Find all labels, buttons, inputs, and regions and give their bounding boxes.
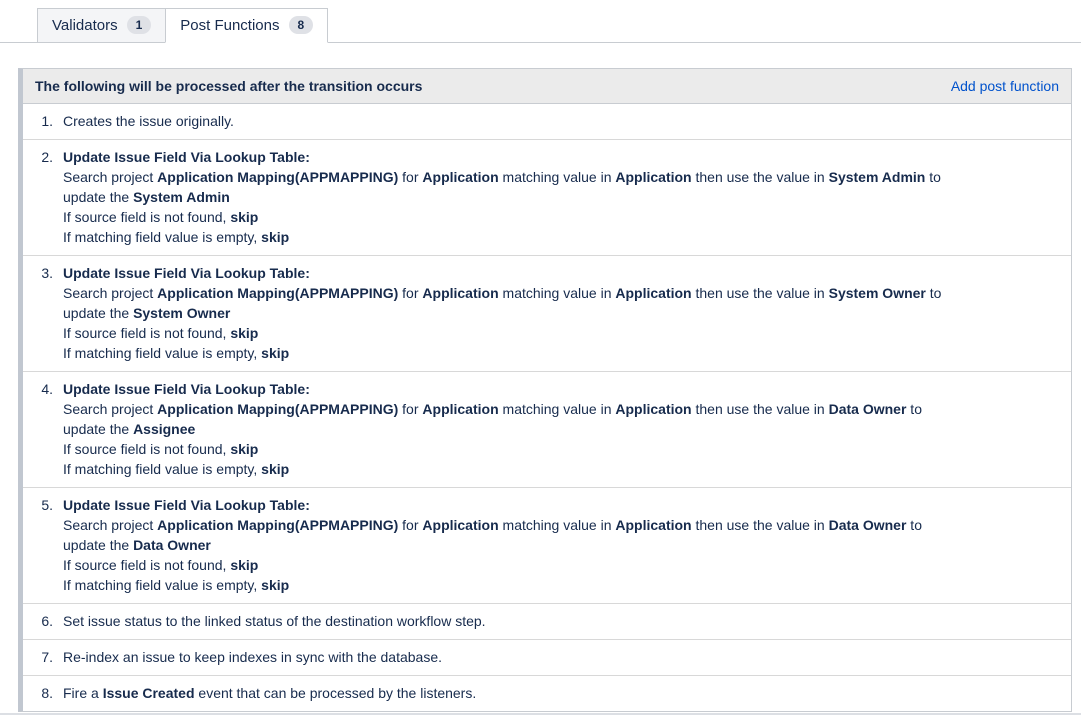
text: Creates the issue originally. [63, 113, 234, 129]
bold-text: Update Issue Field Via Lookup Table: [63, 149, 310, 165]
item-line [63, 459, 961, 479]
text: If source field is not found, [63, 441, 231, 457]
text: matching value in [498, 517, 616, 533]
text: Set issue status to the linked status of the destination workflow step. [63, 613, 486, 629]
text: to update the [63, 517, 922, 553]
list-item [23, 256, 1071, 372]
item-number: 1. [41, 113, 53, 129]
item-text [63, 495, 961, 595]
text: then use the value in [691, 401, 829, 417]
bold-text: Update Issue Field Via Lookup Table: [63, 497, 310, 513]
bold-text: Update Issue Field Via Lookup Table: [63, 381, 310, 397]
bold-text: Issue Created [102, 685, 195, 701]
item-number: 2. [41, 149, 53, 165]
item-line [63, 495, 961, 515]
bold-text: System Admin [133, 189, 230, 205]
page-bottom-divider [0, 713, 1081, 715]
bold-text: skip [261, 229, 290, 245]
item-text [63, 683, 961, 703]
item-line [63, 611, 961, 631]
tab-post-functions-label: Post Functions [180, 16, 280, 34]
item-number: 6. [41, 613, 53, 629]
bold-text: Application [615, 517, 692, 533]
bold-text: skip [230, 209, 259, 225]
bold-text: skip [261, 345, 290, 361]
item-line [63, 111, 961, 131]
text: for [398, 517, 423, 533]
bold-text: Application [422, 169, 499, 185]
item-text [63, 611, 961, 631]
item-number: 8. [41, 685, 53, 701]
bold-text: System Owner [828, 285, 926, 301]
panel-title: The following will be processed after the transition occurs [35, 78, 423, 94]
item-line [63, 515, 961, 555]
text: If matching field value is empty, [63, 577, 262, 593]
tab-validators[interactable] [37, 8, 166, 43]
text: If source field is not found, [63, 325, 231, 341]
text: matching value in [498, 285, 616, 301]
tab-post-functions[interactable] [165, 8, 328, 43]
bold-text: Data Owner [133, 537, 211, 553]
text: Search project [63, 285, 158, 301]
bold-text: Application [615, 285, 692, 301]
bold-text: Data Owner [828, 401, 907, 417]
item-line [63, 147, 961, 167]
bold-text: skip [230, 557, 259, 573]
item-text [63, 379, 961, 479]
panel-header [23, 69, 1071, 104]
text: for [398, 169, 423, 185]
bold-text: System Admin [828, 169, 926, 185]
tab-post-functions-count-badge: 8 [289, 16, 314, 34]
text: then use the value in [691, 517, 829, 533]
item-line [63, 343, 961, 363]
post-function-list [23, 104, 1071, 711]
list-item [23, 140, 1071, 256]
text: matching value in [498, 169, 616, 185]
bold-text: Application [422, 517, 499, 533]
item-number: 3. [41, 265, 53, 281]
text: matching value in [498, 401, 616, 417]
tab-bar [0, 8, 1081, 43]
list-item [23, 676, 1071, 711]
text: then use the value in [691, 285, 829, 301]
bold-text: Application [422, 285, 499, 301]
item-line [63, 167, 961, 207]
text: then use the value in [691, 169, 829, 185]
bold-text: Application [615, 401, 692, 417]
text: to update the [63, 169, 941, 205]
item-line [63, 439, 961, 459]
item-line [63, 227, 961, 247]
bold-text: System Owner [133, 305, 231, 321]
item-line [63, 399, 961, 439]
item-line [63, 575, 961, 595]
bold-text: skip [230, 325, 259, 341]
item-text [63, 147, 961, 247]
item-line [63, 207, 961, 227]
bold-text: Update Issue Field Via Lookup Table: [63, 265, 310, 281]
bold-text: Application [422, 401, 499, 417]
text: If matching field value is empty, [63, 229, 262, 245]
text: to update the [63, 285, 942, 321]
text: If source field is not found, [63, 209, 231, 225]
list-item [23, 604, 1071, 640]
item-line [63, 683, 961, 703]
item-line [63, 283, 961, 323]
text: Fire a [63, 685, 103, 701]
bold-text: Application Mapping(APPMAPPING) [157, 169, 399, 185]
item-number: 5. [41, 497, 53, 513]
tab-validators-label: Validators [52, 16, 118, 34]
item-line [63, 647, 961, 667]
list-item [23, 372, 1071, 488]
text: to update the [63, 401, 922, 437]
item-line [63, 379, 961, 399]
item-line [63, 263, 961, 283]
bold-text: Application [615, 169, 692, 185]
text: Search project [63, 517, 158, 533]
list-item [23, 640, 1071, 676]
bold-text: skip [261, 577, 290, 593]
list-item [23, 488, 1071, 604]
post-functions-panel [18, 68, 1072, 712]
text: If source field is not found, [63, 557, 231, 573]
bold-text: skip [230, 441, 259, 457]
item-number: 4. [41, 381, 53, 397]
text: Search project [63, 169, 158, 185]
bold-text: skip [261, 461, 290, 477]
bold-text: Data Owner [828, 517, 907, 533]
text: event that can be processed by the listeners. [194, 685, 477, 701]
text: for [398, 401, 423, 417]
bold-text: Application Mapping(APPMAPPING) [157, 285, 399, 301]
item-number: 7. [41, 649, 53, 665]
bold-text: Application Mapping(APPMAPPING) [157, 401, 399, 417]
text: Re-index an issue to keep indexes in sync with the database. [63, 649, 443, 665]
tab-validators-count-badge: 1 [127, 16, 152, 34]
item-line [63, 323, 961, 343]
add-post-function-link[interactable]: Add post function [950, 78, 1059, 94]
item-line [63, 555, 961, 575]
text: If matching field value is empty, [63, 345, 262, 361]
text: If matching field value is empty, [63, 461, 262, 477]
bold-text: Application Mapping(APPMAPPING) [157, 517, 399, 533]
list-item [23, 104, 1071, 140]
item-text [63, 647, 961, 667]
text: for [398, 285, 423, 301]
item-text [63, 263, 961, 363]
item-text [63, 111, 961, 131]
bold-text: Assignee [133, 421, 196, 437]
text: Search project [63, 401, 158, 417]
